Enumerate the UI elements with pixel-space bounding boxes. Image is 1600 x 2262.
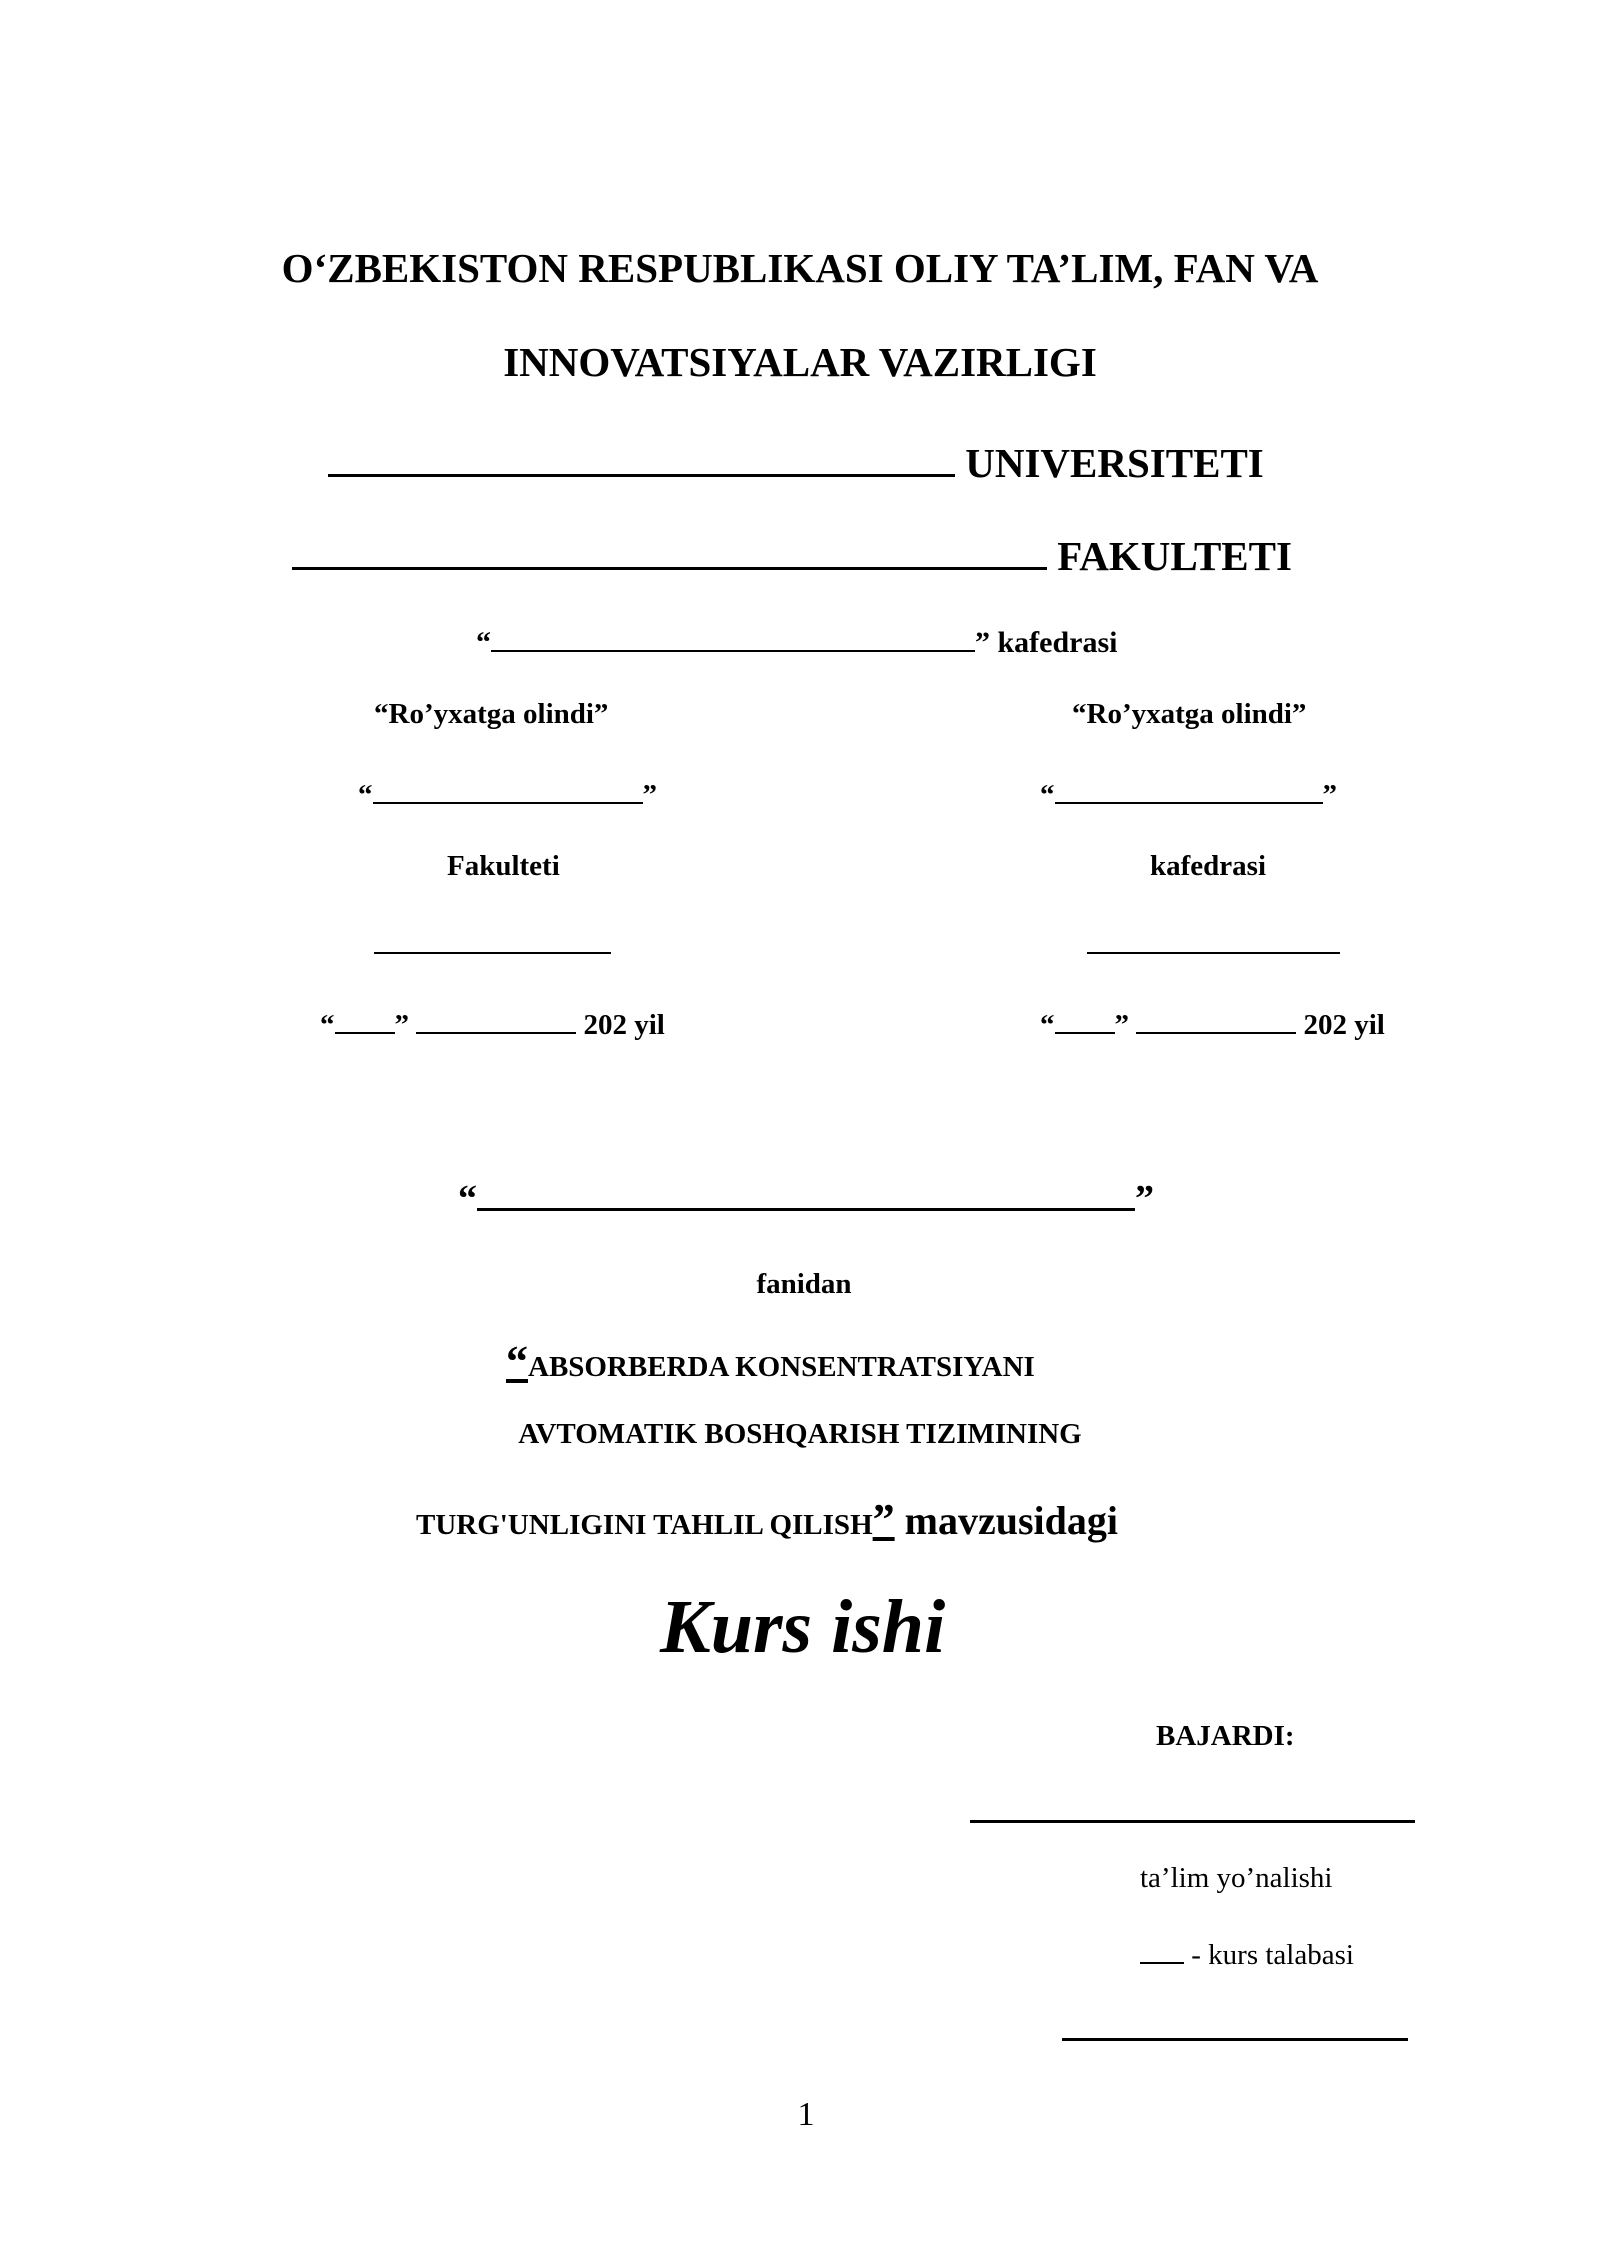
topic-line1 <box>506 1336 1035 1387</box>
right-quote-close: ” <box>1322 779 1337 811</box>
page-number: 1 <box>797 2096 815 2133</box>
topic-suffix: mavzusidagi <box>894 1498 1118 1543</box>
right-month-blank[interactable] <box>1136 1002 1296 1034</box>
right-day-blank[interactable] <box>1055 1002 1115 1034</box>
performer-signature-line[interactable] <box>1062 2038 1408 2041</box>
topic-line3-text: TURG'UNLIGINI TAHLIL QILISH <box>416 1509 873 1541</box>
right-date-year: 202 yil <box>1303 1009 1385 1041</box>
topic-line3 <box>416 1494 1118 1545</box>
subject-line <box>458 1166 1154 1221</box>
right-registration-blank[interactable] <box>1055 772 1323 804</box>
department-open-quote: “ <box>476 626 491 659</box>
right-registered-label: “Ro’yxatga olindi” <box>1072 698 1307 730</box>
left-date-line <box>320 1002 665 1042</box>
right-date-open: “ <box>1040 1009 1055 1041</box>
work-type-title: Kurs ishi <box>660 1585 946 1669</box>
faculty-suffix: FAKULTETI <box>1057 533 1292 579</box>
university-name-blank[interactable] <box>328 430 955 477</box>
topic-line1-text: ABSORBERDA KONSENTRATSIYANI <box>528 1351 1035 1383</box>
right-registration-number <box>1040 772 1337 812</box>
ministry-title-line1: O‘ZBEKISTON RESPUBLIKASI OLIY TA’LIM, FAN VA <box>281 245 1319 291</box>
left-date-mid: ” <box>394 1009 409 1041</box>
left-month-blank[interactable] <box>416 1002 576 1034</box>
right-unit-label: kafedrasi <box>1150 850 1266 882</box>
left-signature-line[interactable] <box>374 952 611 954</box>
university-line <box>328 430 1264 487</box>
right-signature-line[interactable] <box>1087 952 1340 954</box>
right-date-mid: ” <box>1114 1009 1129 1041</box>
topic-quote-open: “ <box>506 1337 528 1386</box>
ministry-title-line2: INNOVATSIYALAR VAZIRLIGI <box>503 339 1097 385</box>
left-date-open: “ <box>320 1009 335 1041</box>
right-date-line <box>1040 1002 1385 1042</box>
performer-direction: ta’lim yo’nalishi <box>1140 1862 1333 1894</box>
left-day-blank[interactable] <box>335 1002 395 1034</box>
university-suffix: UNIVERSITETI <box>965 440 1264 486</box>
left-date-year: 202 yil <box>583 1009 665 1041</box>
performer-course-suffix: - kurs talabasi <box>1184 1939 1354 1971</box>
left-registration-blank[interactable] <box>373 772 643 804</box>
course-number-blank[interactable] <box>1140 1934 1184 1964</box>
department-suffix: ” kafedrasi <box>975 626 1118 659</box>
left-registered-label: “Ro’yxatga olindi” <box>374 698 609 730</box>
subject-quote-open: “ <box>458 1178 477 1220</box>
subject-name-blank[interactable] <box>477 1166 1135 1211</box>
faculty-line <box>292 523 1292 580</box>
faculty-name-blank[interactable] <box>292 523 1047 570</box>
department-line <box>476 618 1118 660</box>
subject-quote-close: ” <box>1135 1178 1154 1220</box>
performer-name-line[interactable] <box>970 1820 1415 1823</box>
left-registration-number <box>358 772 657 812</box>
performer-course-line <box>1140 1934 1354 1972</box>
topic-quote-close: ” <box>872 1495 895 1544</box>
left-quote-close: ” <box>642 779 657 811</box>
department-name-blank[interactable] <box>491 618 975 652</box>
left-unit-label: Fakulteti <box>447 850 560 882</box>
left-quote-open: “ <box>358 779 373 811</box>
topic-line2: AVTOMATIK BOSHQARISH TIZIMINING <box>518 1418 1082 1450</box>
right-quote-open: “ <box>1040 779 1055 811</box>
subject-fanidan: fanidan <box>756 1268 852 1300</box>
performer-label: BAJARDI: <box>1156 1720 1295 1752</box>
